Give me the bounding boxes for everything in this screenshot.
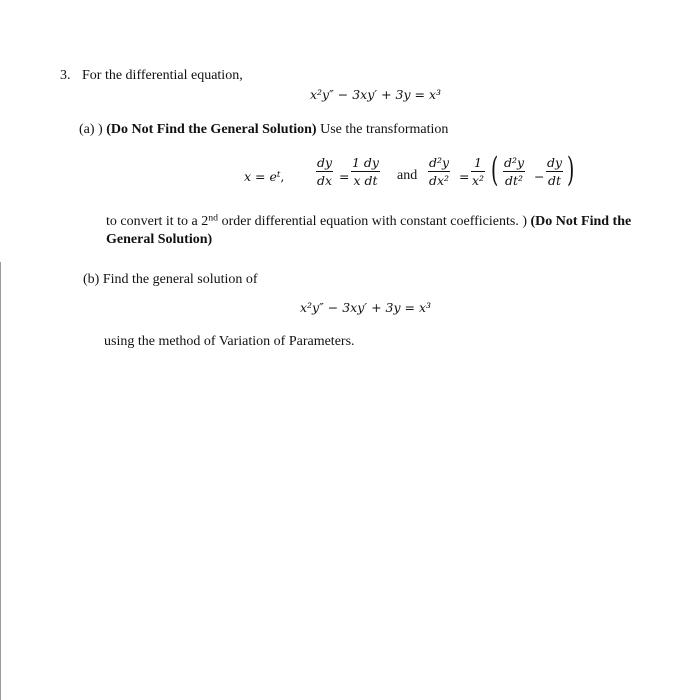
bold-note-2-line-1: (Do Not Find the: [530, 214, 632, 229]
equals-sign-1: =: [339, 169, 350, 184]
left-paren: (: [491, 150, 499, 190]
part-a-line: [79, 121, 448, 138]
page-edge-line: [0, 262, 1, 700]
part-a-instruction: Use the transformation: [320, 122, 449, 137]
fraction-1-over-x2: 1 x²: [472, 155, 485, 188]
x-eq-text: x = e: [244, 169, 277, 184]
part-b-label: (b): [83, 272, 100, 287]
fraction-d2y-dt2: d²y dt²: [504, 155, 525, 188]
convert-line-1: to convert it to a 2nd order differential equation with constant coefficients. ) (Do Not Find the: [106, 212, 632, 229]
part-b-text: Find the general solution of: [102, 272, 258, 287]
part-b-equation: x²y″ − 3xy′ + 3y = x³: [300, 300, 432, 315]
problem-number: 3.: [60, 68, 71, 83]
part-b-line: [83, 271, 258, 288]
main-equation: x²y″ − 3xy′ + 3y = x³: [310, 87, 442, 102]
fraction-dy-dx: dy dx: [317, 155, 333, 188]
right-paren: ): [567, 150, 575, 190]
x-eq-comma: ,: [280, 169, 285, 184]
x-eq-exponent: t: [276, 170, 281, 181]
problem-intro: For the differential equation,: [82, 68, 243, 83]
part-a-bold-note: (Do Not Find the General Solution): [106, 122, 317, 137]
fraction-dy-dt: dy dt: [547, 155, 563, 188]
and-word: and: [397, 168, 418, 183]
bold-note-2-line-2: General Solution): [106, 232, 213, 247]
fraction-d2y-dx2: d²y dx²: [429, 155, 450, 188]
minus-sign: −: [534, 169, 545, 184]
fraction-1-over-x-dy-dt: 1 dy x dt: [352, 155, 379, 188]
part-a-label: (a) ): [79, 122, 103, 137]
part-b-method: using the method of Variation of Parameters.: [104, 334, 355, 349]
transform-x-eq: [244, 169, 284, 184]
equals-sign-2: =: [459, 169, 470, 184]
